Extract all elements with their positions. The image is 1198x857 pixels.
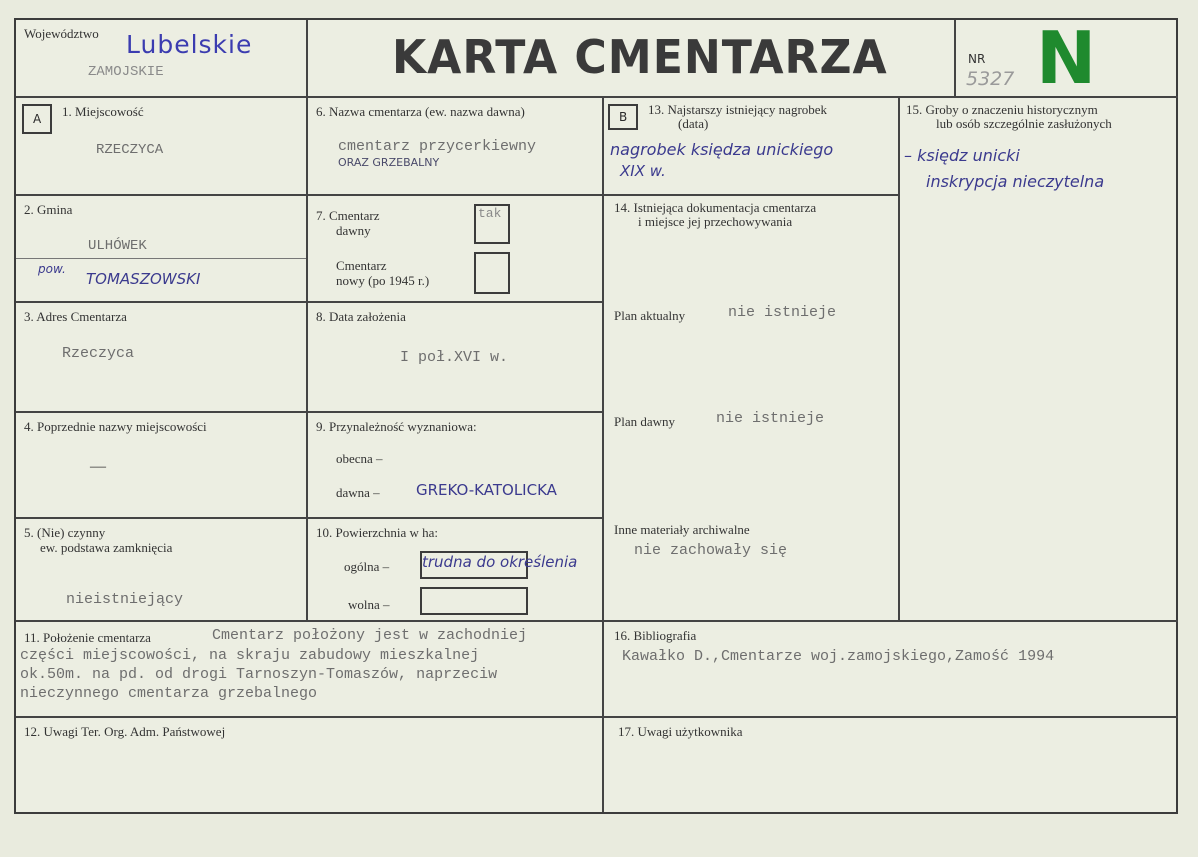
section-b-letter: B — [619, 110, 628, 124]
field-15-label-2: lub osób szczególnie zasłużonych — [936, 116, 1112, 131]
field-10-powierzchnia — [308, 519, 604, 622]
header-wojewodztwo-cell — [16, 20, 308, 98]
field-6-label: 6. Nazwa cmentarza (ew. nazwa dawna) — [316, 104, 525, 119]
field-10-label: 10. Powierzchnia w ha: — [316, 525, 439, 540]
header-title-cell — [308, 20, 956, 98]
field-8-label: 8. Data założenia — [316, 309, 406, 324]
field-15-groby — [900, 98, 1178, 622]
field-7-label-1b: dawny — [336, 223, 371, 238]
old-region-value: ZAMOJSKIE — [88, 64, 164, 80]
dawny-checkbox-value: tak — [478, 206, 502, 221]
field-12-uwagi-ter — [16, 718, 604, 812]
field-2-value: ULHÓWEK — [88, 238, 147, 254]
field-11-line-1: Cmentarz położony jest w zachodniej — [212, 627, 528, 644]
field-9-label: 9. Przynależność wyznaniowa: — [316, 419, 477, 434]
nr-value: 5327 — [966, 68, 1015, 90]
header-nr-cell — [956, 16, 1178, 100]
field-17-uwagi-uzytkownika — [604, 718, 1178, 812]
field-3-value: Rzeczyca — [62, 345, 135, 362]
field-4-poprzednie-nazwy — [16, 413, 308, 519]
field-1-value: RZECZYCA — [96, 142, 164, 158]
field-6-value-2: ORAZ GRZEBALNY — [338, 156, 440, 169]
ogolna-value: trudna do określenia — [422, 553, 578, 571]
section-b-box — [608, 104, 638, 130]
field-15-value-2: inskrypcja nieczytelna — [926, 172, 1105, 191]
section-a-box — [22, 104, 52, 134]
field-11-label: 11. Położenie cmentarza — [24, 630, 151, 645]
plan-aktualny-value: nie istnieje — [728, 304, 837, 321]
field-6-nazwa — [308, 98, 604, 196]
field-8-data-zalozenia — [308, 303, 604, 413]
dawna-value: GREKO-KATOLICKA — [416, 481, 557, 499]
dawny-checkbox[interactable] — [474, 204, 510, 244]
obecna-label: obecna – — [336, 451, 383, 466]
field-2-label: 2. Gmina — [24, 202, 73, 217]
field-9-przynaleznosc — [308, 413, 604, 519]
field-5-value: nieistniejący — [66, 591, 184, 608]
field-13-label-1: 13. Najstarszy istniejący nagrobek — [648, 102, 828, 117]
field-4-label: 4. Poprzednie nazwy miejscowości — [24, 419, 207, 434]
field-16-label: 16. Bibliografia — [614, 628, 697, 643]
plan-dawny-value: nie istnieje — [716, 410, 825, 427]
plan-aktualny-label: Plan aktualny — [614, 308, 686, 323]
field-7-label-2a: Cmentarz — [336, 258, 387, 273]
field-1-miejscowosc — [16, 98, 308, 196]
ogolna-label: ogólna – — [344, 559, 390, 574]
wolna-label: wolna – — [348, 597, 390, 612]
field-5-label-1: 5. (Nie) czynny — [24, 525, 106, 540]
section-a-letter: A — [33, 112, 42, 126]
nr-label: NR — [968, 52, 986, 66]
card-title: KARTA CMENTARZA — [392, 30, 888, 84]
field-13-label-2: (data) — [678, 116, 709, 131]
field-2-rule — [16, 258, 306, 259]
field-14-label-2: i miejsce jej przechowywania — [638, 214, 793, 229]
field-6-value-1: cmentarz przycerkiewny — [338, 138, 537, 155]
field-14-dokumentacja — [604, 196, 900, 622]
field-11-line-4: nieczynnego cmentarza grzebalnego — [20, 685, 318, 702]
nowy-checkbox[interactable] — [474, 252, 510, 294]
inne-label: Inne materiały archiwalne — [614, 522, 750, 537]
field-15-label-1: 15. Groby o znaczeniu historycznym — [906, 102, 1098, 117]
pow-label: pow. — [38, 262, 66, 276]
wojewodztwo-stamp: Lubelskie — [126, 30, 253, 59]
field-11-line-2: części miejscowości, na skraju zabudowy mieszkalnej — [20, 647, 480, 664]
field-2-gmina — [16, 196, 308, 303]
field-13-value-1: nagrobek księdza unickiego — [610, 140, 834, 159]
inne-value: nie zachowały się — [634, 542, 788, 559]
field-11-polozenie — [16, 622, 604, 718]
dawna-label: dawna – — [336, 485, 380, 500]
field-7-cmentarz — [308, 196, 604, 303]
field-3-adres — [16, 303, 308, 413]
field-15-value-1: – księdz unicki — [904, 146, 1020, 165]
field-4-value: — — [90, 458, 106, 475]
field-5-czynny — [16, 519, 308, 622]
field-7-label-2b: nowy (po 1945 r.) — [336, 273, 430, 288]
cemetery-card — [14, 18, 1178, 814]
field-13-najstarszy-nagrobek — [604, 98, 900, 196]
field-7-label-1a: 7. Cmentarz — [316, 208, 380, 223]
pow-value: TOMASZOWSKI — [86, 270, 201, 288]
field-12-label: 12. Uwagi Ter. Org. Adm. Państwowej — [24, 724, 226, 739]
field-8-value: I poł.XVI w. — [400, 349, 509, 366]
wolna-box[interactable] — [420, 587, 528, 615]
field-11-line-3: ok.50m. na pd. od drogi Tarnoszyn-Tomaszów, naprzeciw — [20, 666, 498, 683]
field-17-label: 17. Uwagi użytkownika — [618, 724, 743, 739]
field-1-label: 1. Miejscowość — [62, 104, 144, 119]
wojewodztwo-label: Województwo — [24, 26, 99, 41]
field-3-label: 3. Adres Cmentarza — [24, 309, 127, 324]
field-16-value: Kawałko D.,Cmentarze woj.zamojskiego,Zamość 1994 — [622, 648, 1055, 665]
field-16-bibliografia — [604, 622, 1178, 718]
field-14-label-1: 14. Istniejąca dokumentacja cmentarza — [614, 200, 817, 215]
field-5-label-2: ew. podstawa zamknięcia — [40, 540, 173, 555]
stamp-letter-n: N — [1036, 16, 1097, 100]
plan-dawny-label: Plan dawny — [614, 414, 676, 429]
field-13-value-2: XIX w. — [620, 162, 666, 180]
